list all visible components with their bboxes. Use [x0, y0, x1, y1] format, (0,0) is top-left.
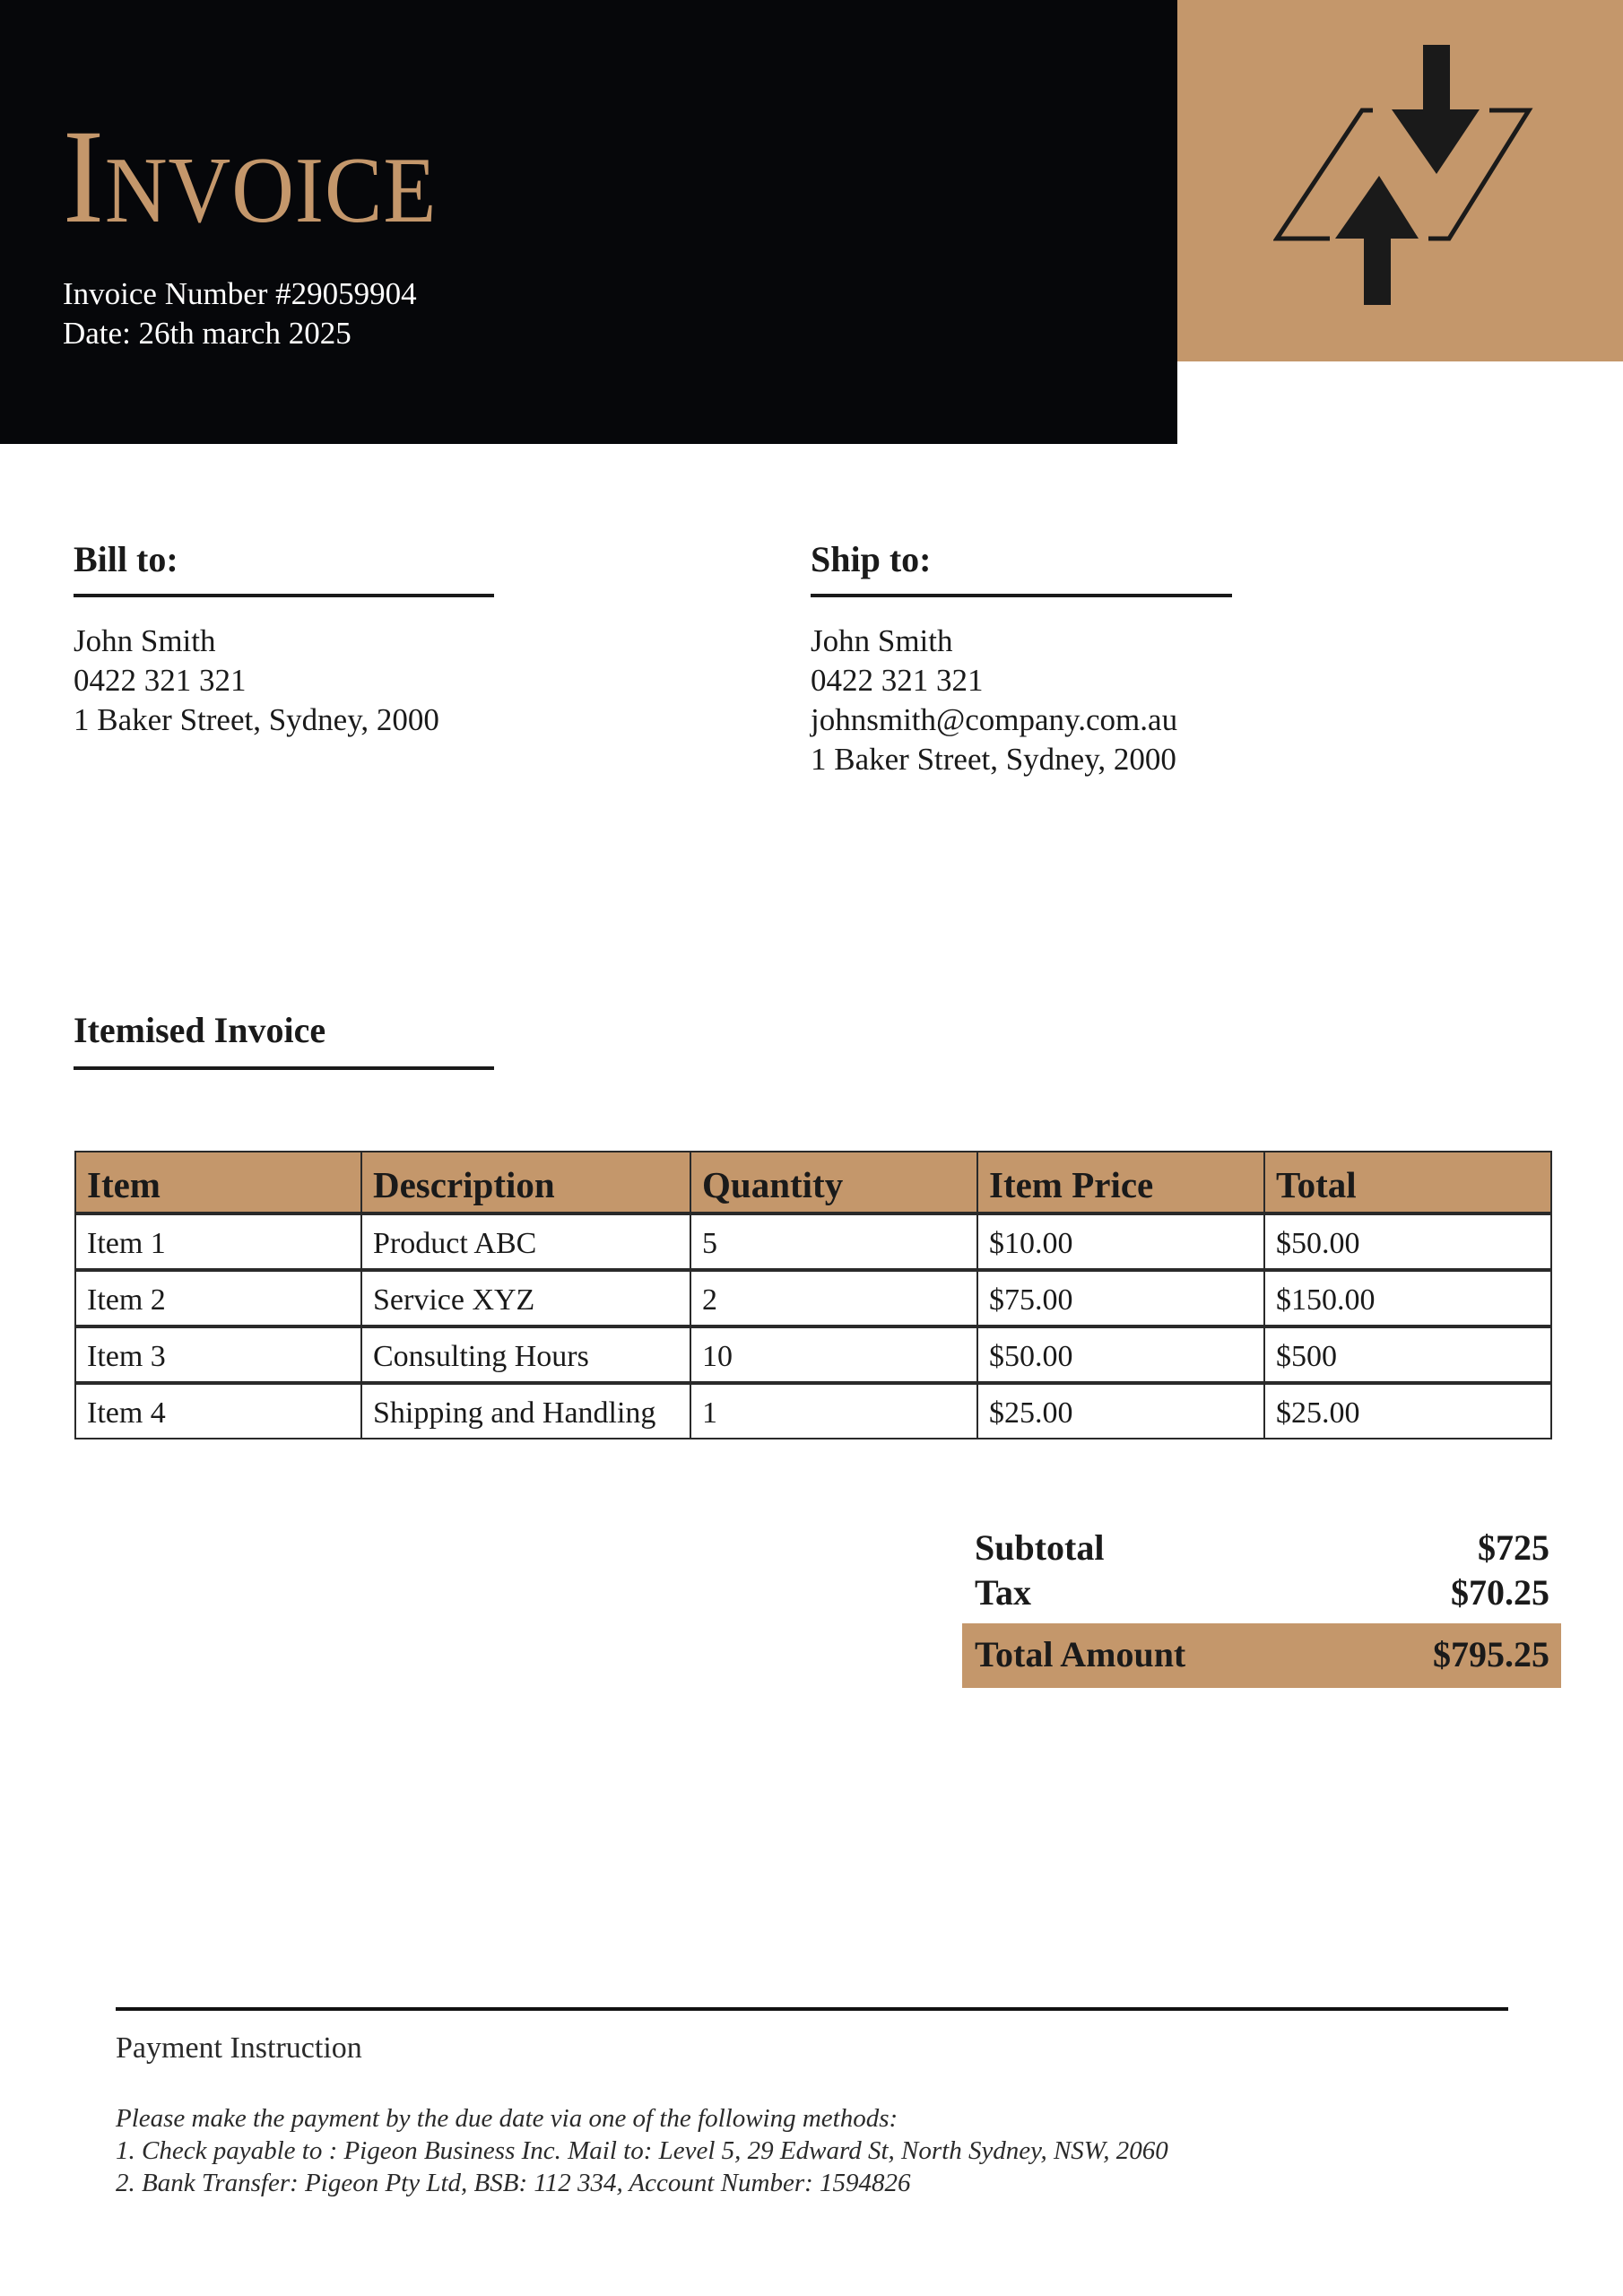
table-row [75, 1270, 1551, 1326]
cell-item: Item 1 [75, 1213, 361, 1270]
compress-arrows-parallelogram-icon [1273, 43, 1533, 308]
ship-to-divider [811, 594, 1232, 597]
bill-to-divider [74, 594, 494, 597]
logo-up-arrow-shaft [1364, 237, 1391, 305]
logo-down-arrow-head [1392, 109, 1480, 174]
column-header-description: Description [361, 1152, 690, 1213]
cell-total: $25.00 [1264, 1383, 1551, 1439]
cell-description: Consulting Hours [361, 1326, 690, 1383]
bill-to-name: John Smith [74, 623, 216, 658]
invoice-date: Date: 26th march 2025 [63, 316, 352, 351]
items-table [74, 1151, 1552, 1439]
cell-item: Item 4 [75, 1383, 361, 1439]
tax-value: $70.25 [1451, 1572, 1549, 1613]
cell-item-price: $75.00 [977, 1270, 1264, 1326]
cell-total: $500 [1264, 1326, 1551, 1383]
ship-to-email: johnsmith@company.com.au [811, 702, 1178, 737]
ship-to-street: 1 Baker Street, Sydney, 2000 [811, 742, 1176, 777]
cell-quantity: 1 [690, 1383, 977, 1439]
cell-quantity: 10 [690, 1326, 977, 1383]
logo-down-arrow-shaft [1423, 45, 1450, 112]
cell-item: Item 2 [75, 1270, 361, 1326]
subtotal-label: Subtotal [975, 1527, 1105, 1568]
column-header-total: Total [1264, 1152, 1551, 1213]
cell-description: Shipping and Handling [361, 1383, 690, 1439]
payment-instruction-heading: Payment Instruction [116, 2031, 362, 2065]
payment-divider [116, 2007, 1508, 2011]
table-row [75, 1213, 1551, 1270]
bill-to-street: 1 Baker Street, Sydney, 2000 [74, 702, 439, 737]
itemised-invoice-divider [74, 1066, 494, 1070]
column-header-quantity: Quantity [690, 1152, 977, 1213]
bill-to-heading: Bill to: [74, 539, 178, 579]
cell-item-price: $25.00 [977, 1383, 1264, 1439]
table-header-row [75, 1152, 1551, 1213]
ship-to-heading: Ship to: [811, 539, 932, 579]
cell-quantity: 5 [690, 1213, 977, 1270]
cell-description: Product ABC [361, 1213, 690, 1270]
bill-to-address [74, 622, 439, 740]
invoice-number: Invoice Number #29059904 [63, 276, 417, 311]
payment-intro: Please make the payment by the due date via one of the following methods: [116, 2104, 898, 2133]
payment-method-cheque: 1. Check payable to : Pigeon Business Inc. Mail to: Level 5, 29 Edward St, North Sydney, NSW, 2060 [116, 2136, 1168, 2165]
itemised-invoice-heading: Itemised Invoice [74, 1010, 326, 1050]
ship-to-name: John Smith [811, 623, 953, 658]
ship-to-phone: 0422 321 321 [811, 663, 984, 698]
page-title: Invoice [63, 102, 438, 251]
cell-total: $50.00 [1264, 1213, 1551, 1270]
logo-up-arrow-head [1335, 176, 1419, 239]
cell-total: $150.00 [1264, 1270, 1551, 1326]
cell-description: Service XYZ [361, 1270, 690, 1326]
subtotal-value: $725 [1478, 1527, 1549, 1568]
payment-method-bank-transfer: 2. Bank Transfer: Pigeon Pty Ltd, BSB: 112 334, Account Number: 1594826 [116, 2169, 911, 2197]
cell-item: Item 3 [75, 1326, 361, 1383]
ship-to-address [811, 622, 1177, 779]
table-row [75, 1326, 1551, 1383]
cell-item-price: $50.00 [977, 1326, 1264, 1383]
tax-label: Tax [975, 1572, 1032, 1613]
column-header-item-price: Item Price [977, 1152, 1264, 1213]
total-amount-label: Total Amount [975, 1634, 1186, 1674]
bill-to-phone: 0422 321 321 [74, 663, 247, 698]
total-amount-value: $795.25 [1433, 1634, 1549, 1674]
cell-quantity: 2 [690, 1270, 977, 1326]
table-row [75, 1383, 1551, 1439]
column-header-item: Item [75, 1152, 361, 1213]
cell-item-price: $10.00 [977, 1213, 1264, 1270]
